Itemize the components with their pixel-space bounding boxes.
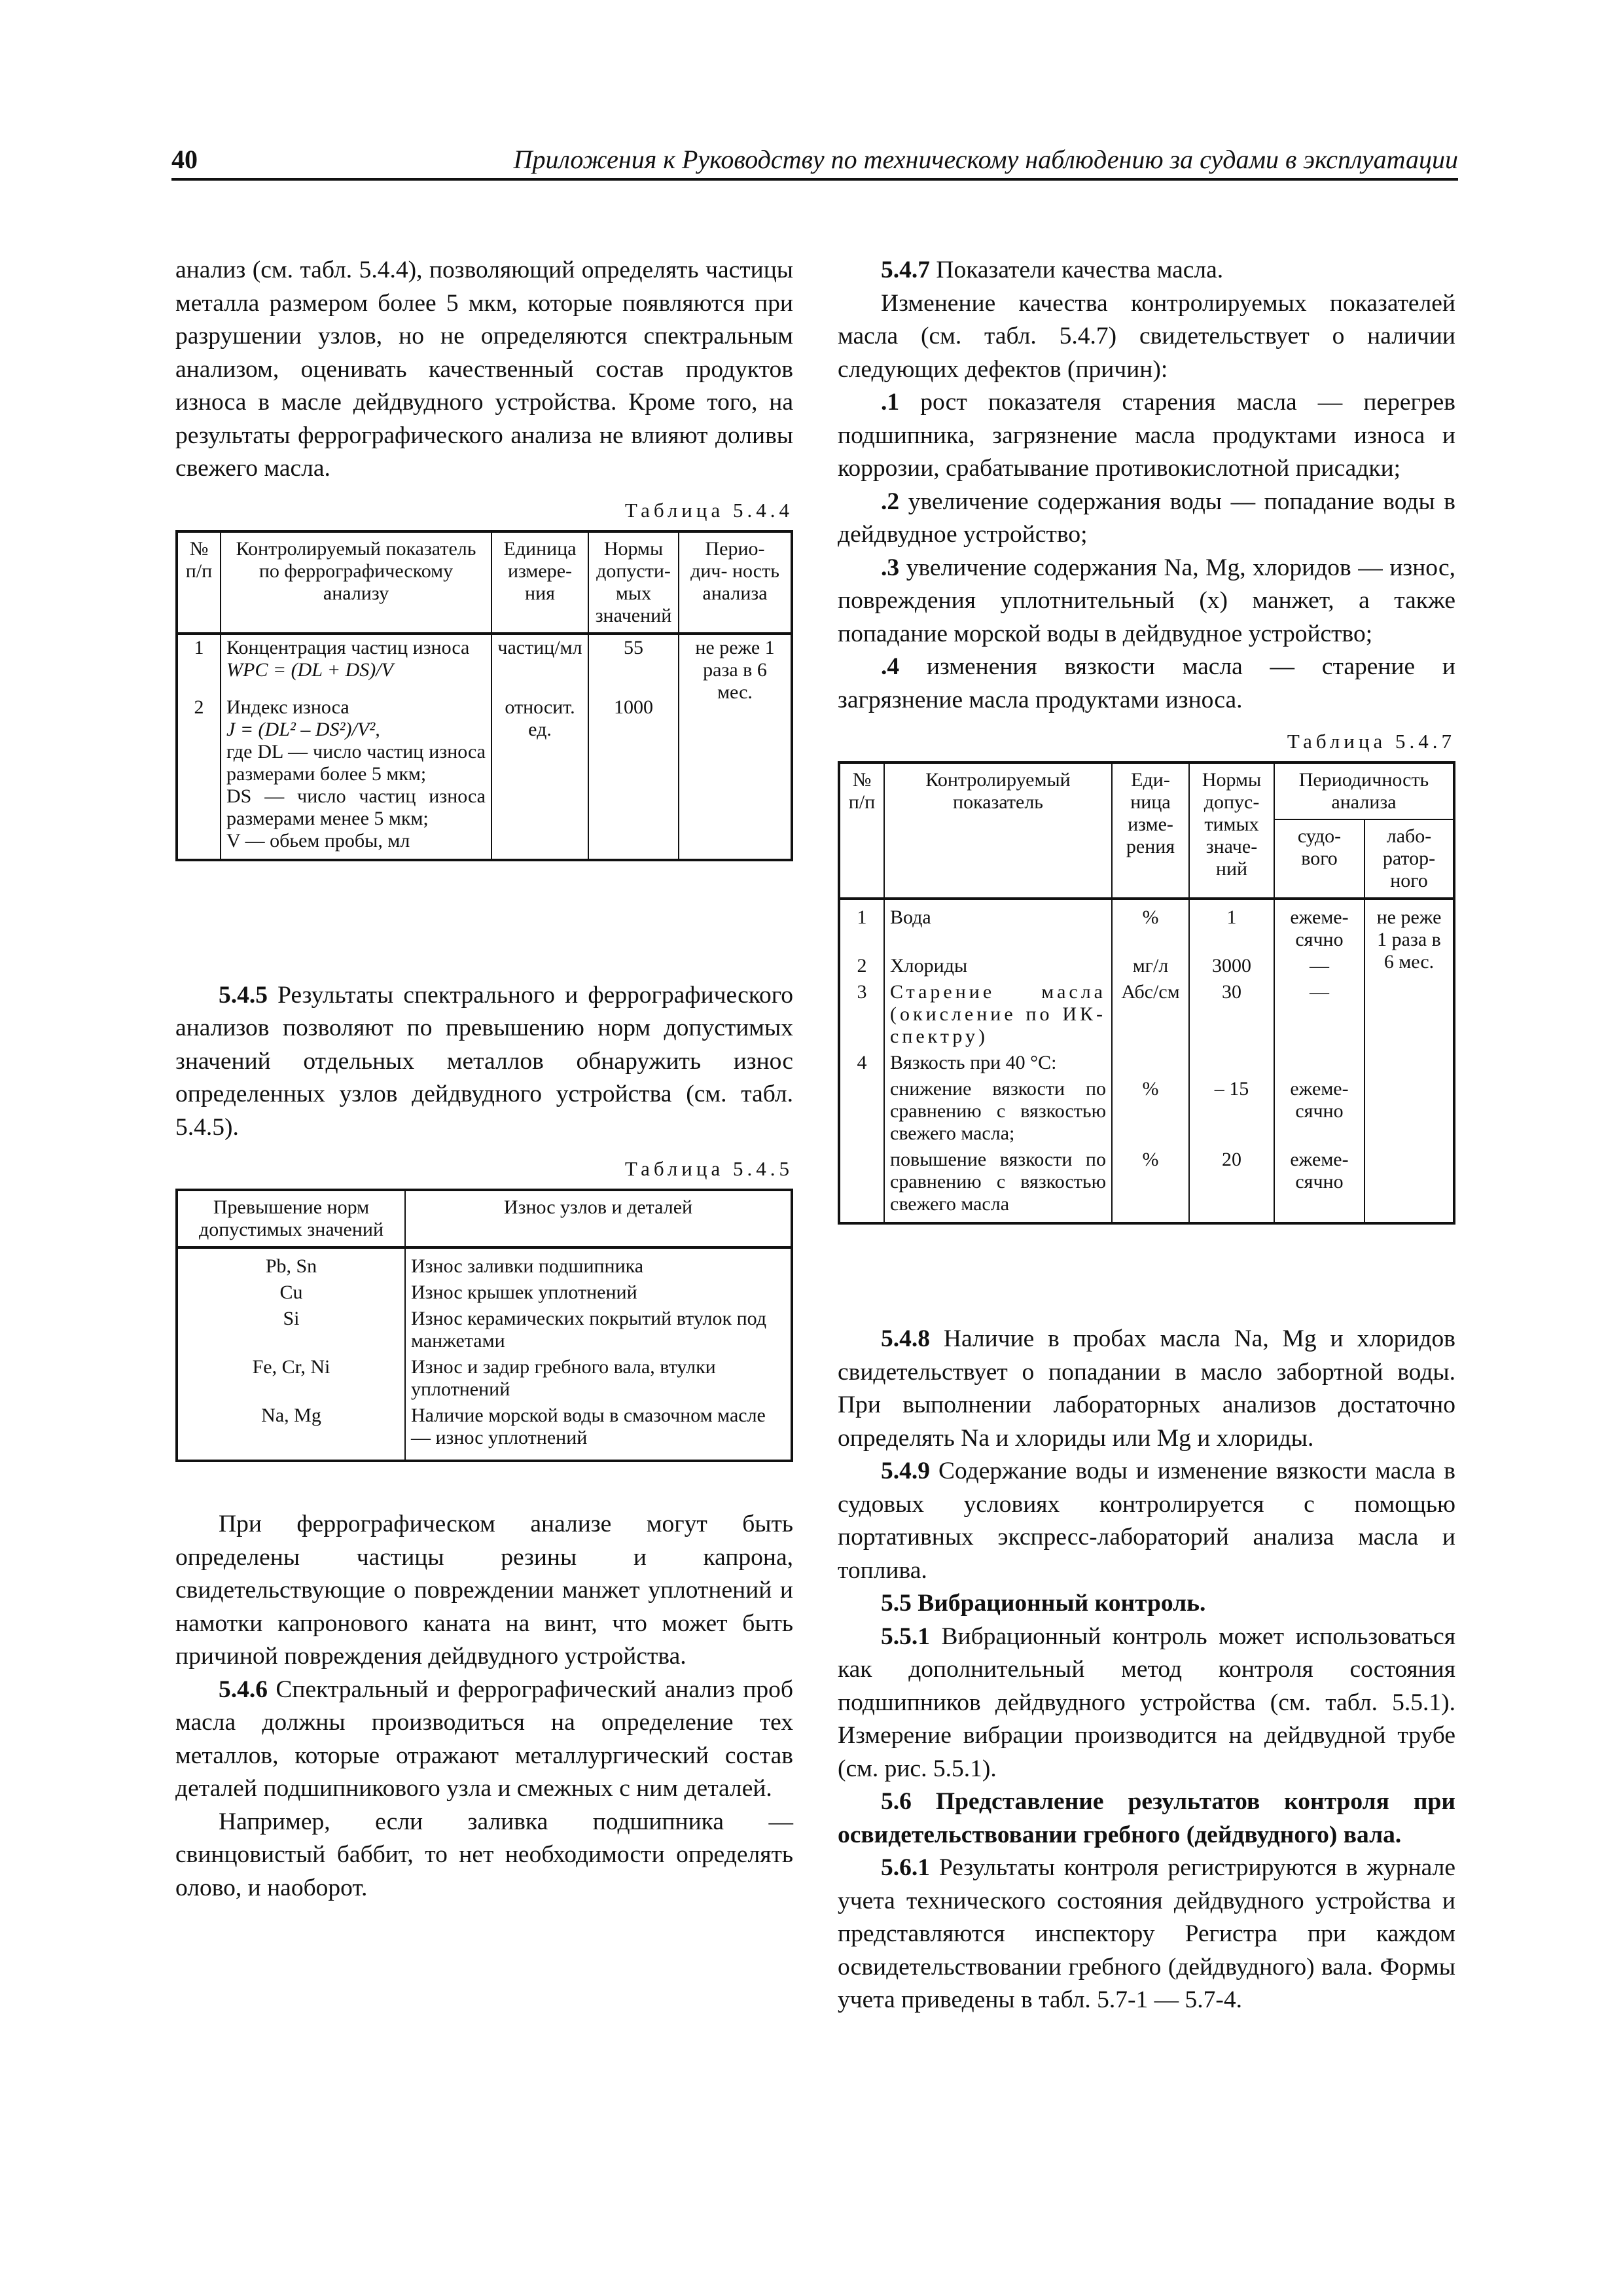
paragraph-5-4-6: 5.4.6 Спектральный и феррографический анализ проб масла должны производиться на определение тех металлов, которые отражают металлургический состав деталей подшипникового узла и смежных с ним деталей. [175,1676,794,1802]
table-row: Na, Mg Наличие морской воды в смазочном масле — износ уплотнений [177,1403,792,1461]
heading-5-6: 5.6 Представление результатов контроля при освидетельствовании гребного (дейдвудного) вала. [838,1788,1455,1848]
table-row: 4 Вязкость при 40 °С: [839,1050,1454,1076]
table-caption: Таблица 5.4.4 [624,498,793,522]
paragraph-5-5-1: 5.5.1 Вибрационный контроль может использоваться как дополнительный метод контроля состояния подшипников дейдвудного устройства (см. табл. 5.5.1). Измерение вибрации производится на дейдвудной трубе (см. рис. 5.5.1). [838,1623,1456,1782]
col-header-lab: лабо- ратор- ного [1364,819,1454,899]
table-row: 3 Старение масла (окисление по ИК-спектру) Абс/см 30 — [839,979,1454,1050]
col-header-unit: Единица измере- ния [491,531,588,634]
table-row: 2 Хлориды мг/л 3000 — [839,953,1454,979]
table-caption: Таблица 5.4.7 [1287,730,1455,753]
formula: J = (DL² – DS²)/V², [226,718,380,740]
table-row: 1 Вода % 1 ежеме- сячно не реже 1 раза в 6 мес. [839,899,1454,953]
paragraph-5-4-7-text: Изменение качества контролируемых показателей масла (см. табл. 5.4.7) свидетельствует о наличии следующих дефектов (причин): [838,289,1455,383]
table-5-4-7 [838,761,1455,1225]
list-item: .1 рост показателя старения масла — перегрев подшипника, загрязнение масла продуктами износа и коррозии, срабатывание противокислотной присадки; [838,389,1456,482]
col-header-param: Контролируемый показатель по феррографическому анализу [221,531,491,634]
paragraph-intro: анализ (см. табл. 5.4.4), позволяющий определять частицы металла размером более 5 мкм, которые появляются при разрушении узлов, но не определяются спектральным анализом, оценивать качественный состав продуктов износа в масле дейдвудного устройства. Кроме того, на результаты феррографического анализа не влияют доливы свежего масла. [175,257,793,482]
page-number: 40 [171,145,198,174]
paragraph-5-4-5: 5.4.5 Результаты спектрального и феррографического анализов позволяют по превышению норм допустимых значений отдельных металлов обнаружить износ определенных узлов дейдвудного устройства (см. табл. 5.4.5). [175,981,793,1141]
table-5-4-4 [175,530,793,861]
col-header-elements: Превышение норм допустимых значений [177,1190,405,1247]
col-header-ship: судо- вого [1274,819,1364,899]
col-header-norm: Нормы допусти- мых значений [588,531,679,634]
col-header-num: № п/п [839,762,884,899]
table-row: снижение вязкости по сравнению с вязкостью свежего масла; % – 15 ежеме- сячно [839,1076,1454,1147]
col-header-wear: Износ узлов и деталей [405,1190,792,1247]
paragraph-5-4-7: 5.4.7 Показатели качества масла. [881,257,1224,283]
table-row: Cu Износ крышек уплотнений [177,1280,792,1306]
col-header-param: Контролируемый показатель [884,762,1112,899]
formula: WPC = (DL + DS)/V [226,658,393,681]
paragraph-5-6-1: 5.6.1 Результаты контроля регистрируются в журнале учета технического состояния дейдвудного устройства и представляются инспектору Регистра при каждом освидетельствовании гребного (дейдвудного) вала. Формы учета приведены в табл. 5.7-1 — 5.7-4. [838,1854,1455,2013]
paragraph-example: Например, если заливка подшипника — свинцовистый баббит, то нет необходимости определять олово, и наоборот. [175,1808,793,1901]
col-header-period: Перио- дич- ность анализа [679,531,792,634]
col-header-norm: Нормы допус- тимых значе- ний [1189,762,1274,899]
right-column [838,254,1455,2017]
page-header [171,144,1458,178]
table-row: 1 Концентрация частиц износа WPC = (DL + DS)/V частиц/мл 55 не реже 1 раза в 6 мес. [177,634,792,683]
paragraph-5-4-9: 5.4.9 Содержание воды и изменение вязкости масла в судовых условиях контролируется с помощью портативных экспресс-лабораторий анализа масла и топлива. [838,1458,1456,1584]
paragraph-ferrography: При феррографическом анализе могут быть определены частицы резины и капрона, свидетельствующие о повреждении манжет уплотнений и намотки капронового каната на винт, что может быть причиной повреждения дейдвудного устройства. [175,1511,793,1670]
col-header-unit: Еди- ница изме- рения [1112,762,1189,899]
list-item: .3 увеличение содержания Na, Mg, хлоридов — износ, повреждения уплотнительный (х) манжет, а также попадание морской воды в дейдвудное устройство; [838,554,1456,647]
header-rule [171,178,1458,181]
table-row: повышение вязкости по сравнению с вязкостью свежего масла % 20 ежеме- сячно [839,1147,1454,1223]
list-item: .4 изменения вязкости масла — старение и загрязнение масла продуктами износа. [838,653,1455,713]
running-title: Приложения к Руководству по техническому наблюдению за судами в эксплуатации [513,145,1458,174]
col-header-period: Периодичность анализа [1274,762,1454,819]
heading-5-5: 5.5 Вибрационный контроль. [881,1590,1206,1617]
table-row: Fe, Cr, Ni Износ и задир гребного вала, втулки уплотнений [177,1354,792,1403]
table-row: Pb, Sn Износ заливки подшипника [177,1247,792,1280]
table-caption: Таблица 5.4.5 [624,1157,793,1180]
col-header-num: № п/п [177,531,221,634]
left-column [175,254,793,1905]
table-5-4-5 [175,1189,793,1462]
table-row: 2 Индекс износа J = (DL² – DS²)/V², где DL — число частиц износа размерами более 5 мкм; DS — число частиц износа размерами менее 5 мкм; V — обьем пробы, мл относит. ед. 1000 [177,683,792,860]
list-item: .2 увеличение содержания воды — попадание воды в дейдвудное устройство; [838,488,1455,548]
table-row: Si Износ керамических покрытий втулок под манжетами [177,1306,792,1354]
paragraph-5-4-8: 5.4.8 Наличие в пробах масла Na, Mg и хлоридов свидетельствует о попадании в масло забортной воды. При выполнении лабораторных анализов достаточно определять Na и хлориды или Mg и хлориды. [838,1325,1456,1452]
